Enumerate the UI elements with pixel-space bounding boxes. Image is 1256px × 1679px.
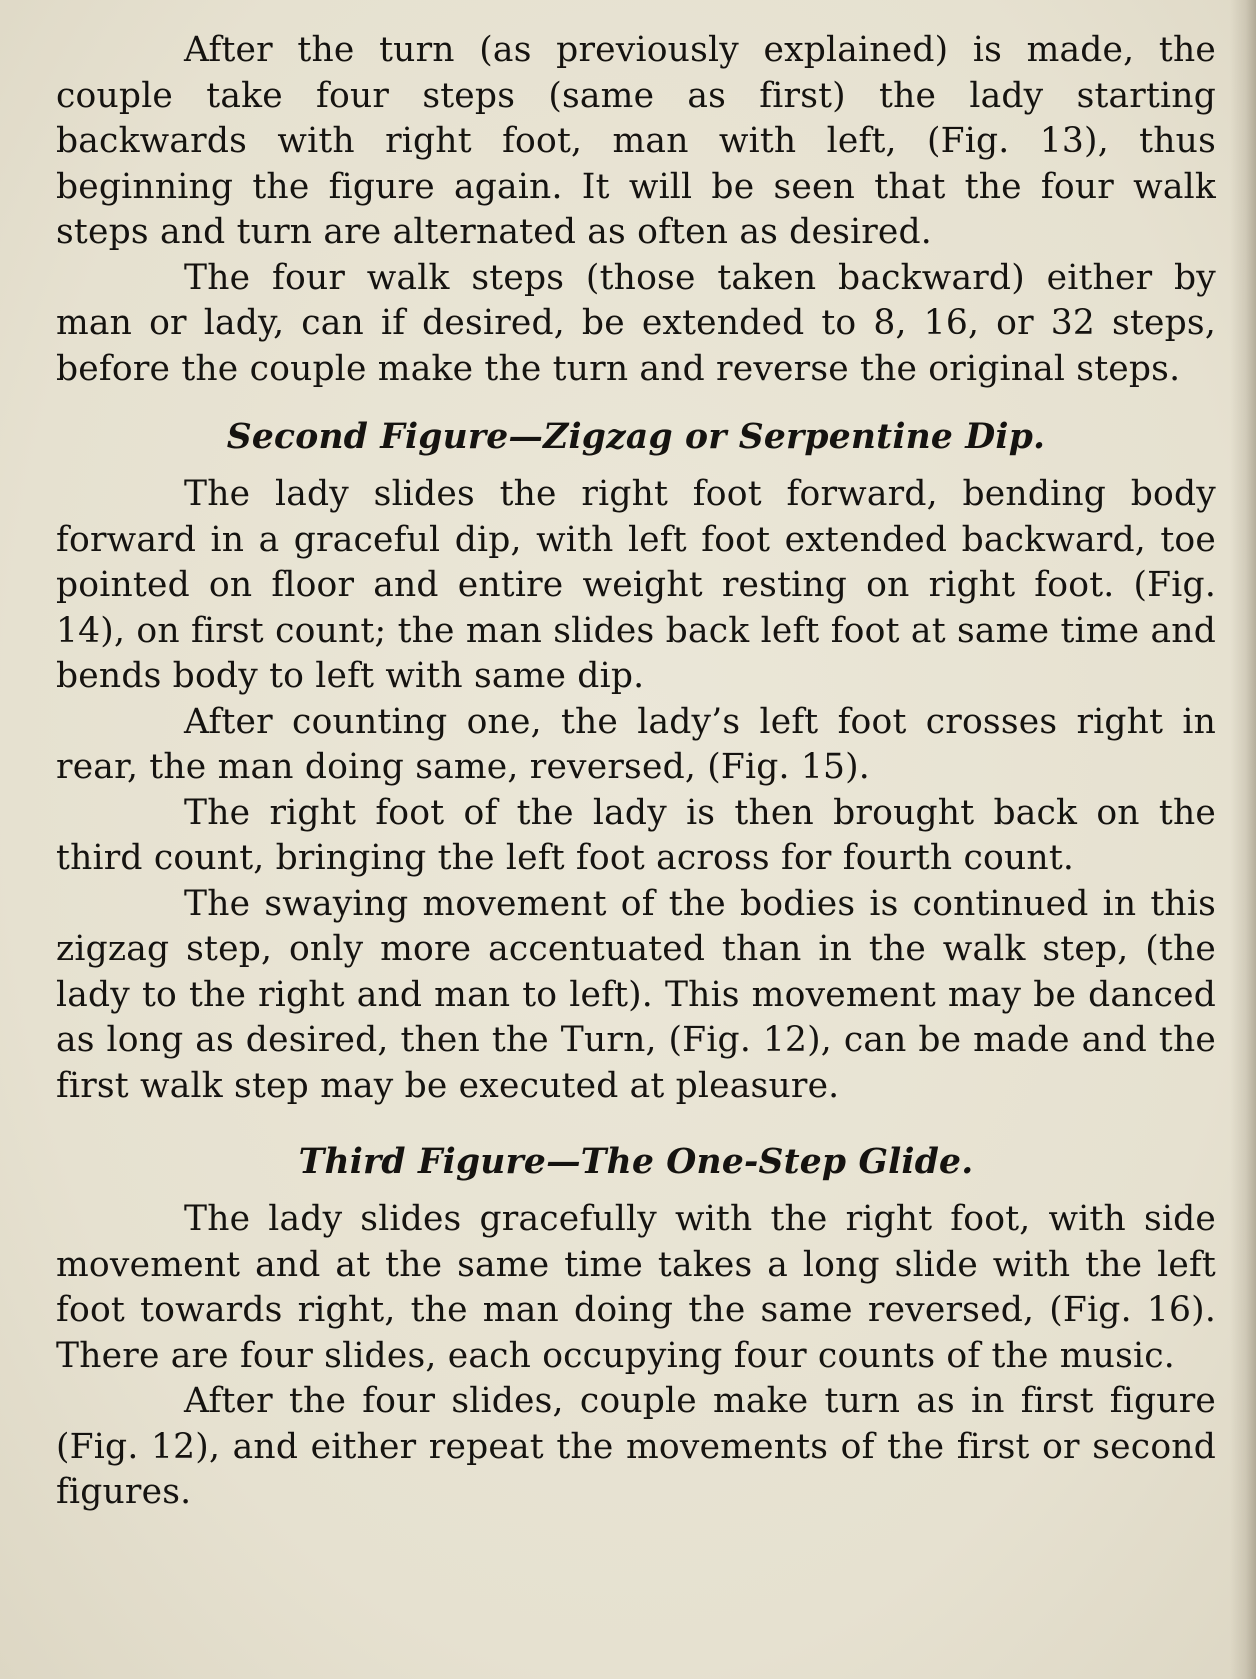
paragraph-third-count: The right foot of the lady is then brought back on the third count, bringing the left foot across for fourth count. [56,792,1216,878]
paragraph-swaying-movement: The swaying movement of the bodies is continued in this zigzag step, only more accentuated than in the walk step, (the lady to the right and man to left). This movement may be danced as long as desired, then the Turn, (Fig. 12), can be made and the first walk step may be executed at pleasure. [56,883,1216,1106]
page-spine-shadow [1230,0,1256,1679]
page-text [56,28,1216,1516]
heading-third-figure: Third Figure—The One-Step Glide. [298,1142,974,1182]
paragraph-lady-slides-dip: The lady slides the right foot forward, bending body forward in a graceful dip, with left foot extended backward, toe pointed on floor and entire weight resting on right foot. (Fig. 14), on first count; the man slides back left foot at same time and bends body to left with same dip. [56,474,1216,696]
paragraph-walk-steps-extended: The four walk steps (those taken backward) either by man or lady, can if desired, be extended to 8, 16, or 32 steps, before the couple make the turn and reverse the original steps. [56,257,1216,389]
paragraph-one-step-glide: The lady slides gracefully with the right foot, with side movement and at the same time takes a long slide with the left foot towards right, the man doing the same reversed, (Fig. 16). There are four slides, each occupying four counts of the music. [56,1199,1216,1376]
paragraph-turn-repeat: After the turn (as previously explained) is made, the couple take four steps (same as first) the lady starting backwards with right foot, man with left, (Fig. 13), thus beginning the figure again. It will be seen that the four walk steps and turn are alternated as often as desired. [56,30,1216,252]
paragraph-counting-one: After counting one, the lady’s left foot crosses right in rear, the man doing same, reversed, (Fig. 15). [56,701,1216,787]
heading-second-figure: Second Figure—Zigzag or Serpentine Dip. [226,417,1046,457]
paragraph-after-four-slides: After the four slides, couple make turn as in first figure (Fig. 12), and either repeat the movements of the first or second figures. [56,1381,1216,1512]
